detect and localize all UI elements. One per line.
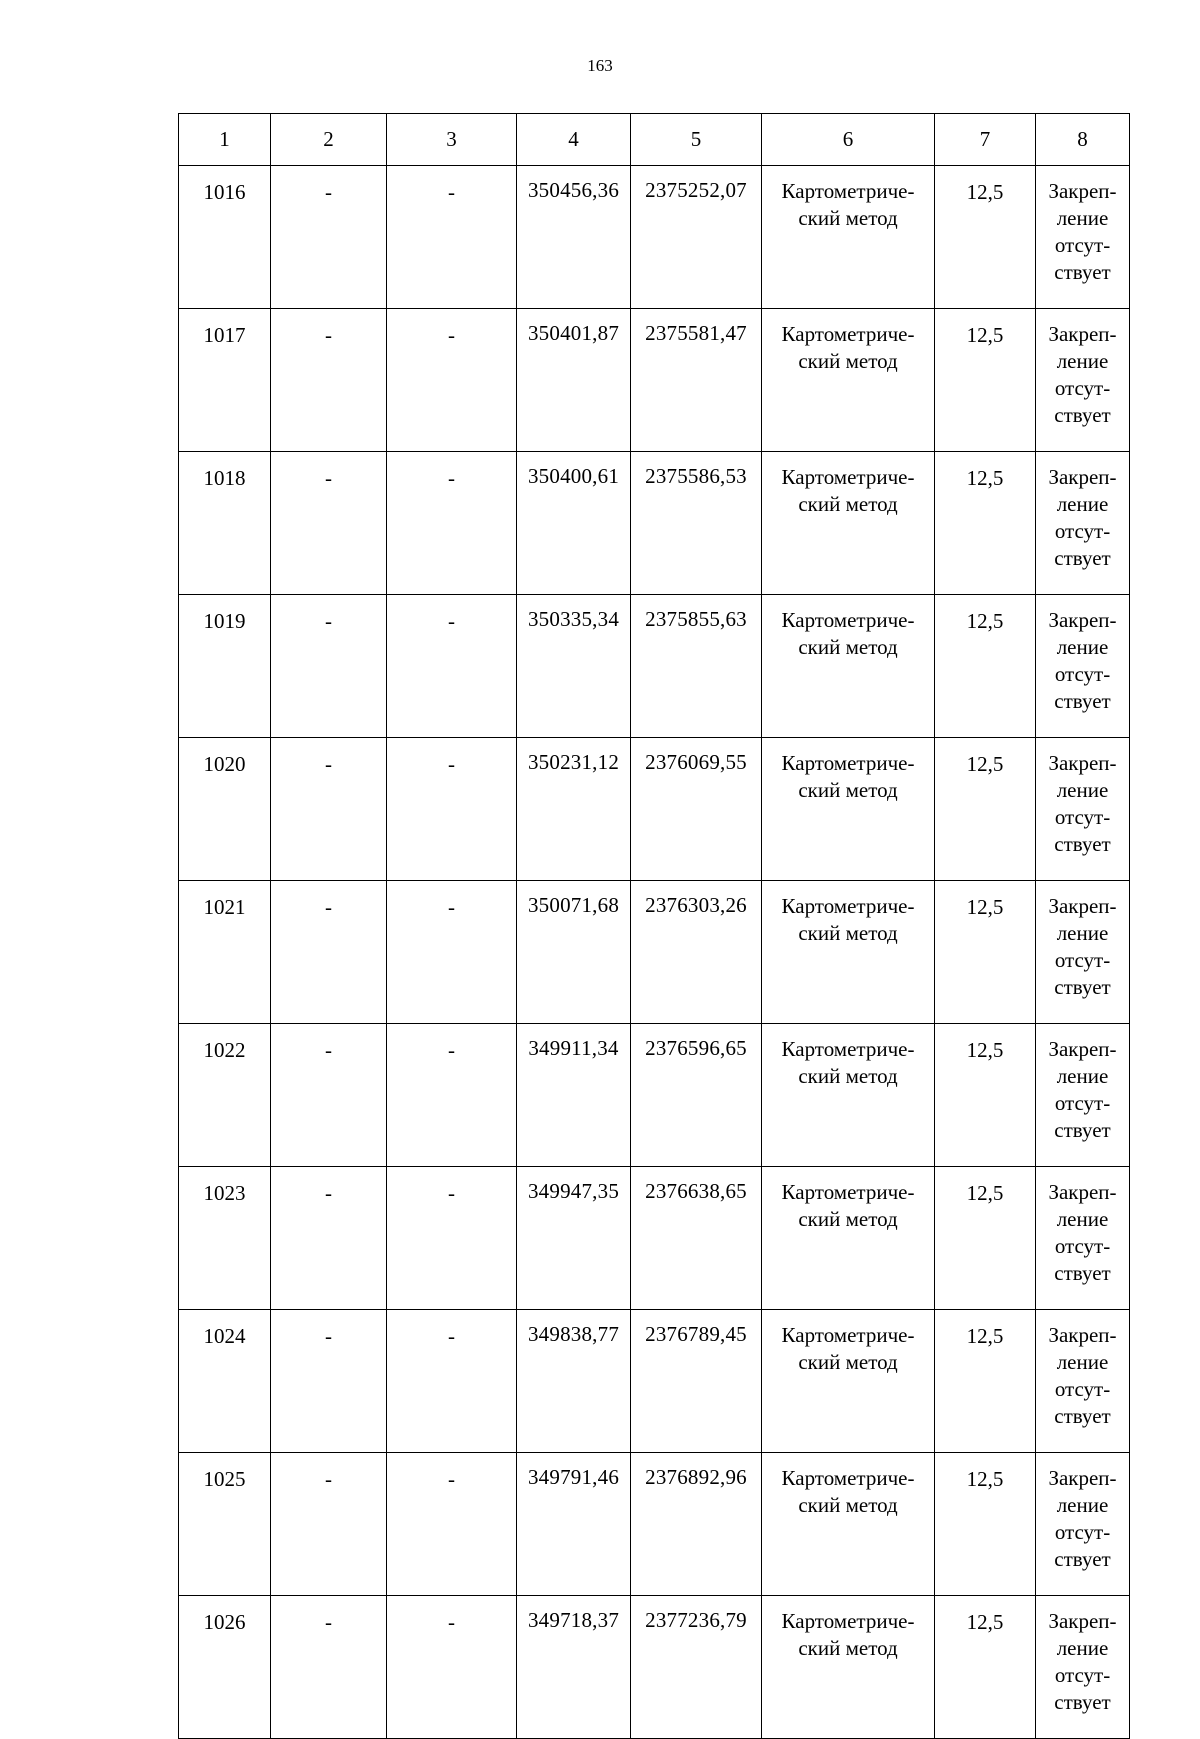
point-number-text: 1016 (203, 180, 246, 204)
column-2-text: - (325, 609, 332, 633)
column-3-cell (387, 881, 517, 1024)
fixation-text: отсут- (1054, 1234, 1111, 1258)
point-number-cell (179, 1167, 271, 1310)
column-3-text: - (448, 1610, 455, 1634)
point-number-cell (179, 1453, 271, 1596)
column-3-text: - (448, 180, 455, 204)
point-number-cell (179, 166, 271, 309)
method-text: ский метод (798, 1350, 898, 1374)
fixation-cell (1036, 1596, 1130, 1739)
method-text: Картометриче- (781, 1037, 915, 1061)
accuracy-cell (935, 1596, 1036, 1739)
x-coordinate-cell (517, 1167, 631, 1310)
column-2-text: - (325, 1324, 332, 1348)
method-cell (762, 738, 935, 881)
method-cell (762, 1310, 935, 1453)
x-coordinate-text: 349947,35 (527, 1179, 620, 1203)
fixation-cell (1036, 452, 1130, 595)
fixation-cell (1036, 166, 1130, 309)
fixation-text: Закреп- (1048, 1180, 1117, 1204)
x-coordinate-cell (517, 1024, 631, 1167)
point-number-cell (179, 595, 271, 738)
column-3-cell (387, 1596, 517, 1739)
method-text: ский метод (798, 778, 898, 802)
table-row (179, 1453, 1130, 1596)
y-coordinate-text: 2375586,53 (645, 464, 747, 488)
fixation-cell (1036, 1453, 1130, 1596)
fixation-text: ствует (1054, 1690, 1111, 1714)
column-3-cell (387, 452, 517, 595)
y-coordinate-text: 2376638,65 (645, 1179, 747, 1203)
column-3-text: - (448, 1038, 455, 1062)
y-coordinate-text: 2375581,47 (645, 321, 747, 345)
column-3-text: - (448, 752, 455, 776)
column-header-5: 5 (631, 114, 762, 166)
accuracy-text: 12,5 (966, 180, 1004, 204)
fixation-text: Закреп- (1048, 465, 1117, 489)
column-3-text: - (448, 895, 455, 919)
point-number-text: 1024 (203, 1324, 246, 1348)
table-row (179, 738, 1130, 881)
accuracy-text: 12,5 (966, 1038, 1004, 1062)
table-header-row (179, 114, 1130, 166)
accuracy-cell (935, 309, 1036, 452)
y-coordinate-text: 2376892,96 (645, 1465, 747, 1489)
y-coordinate-text: 2376596,65 (645, 1036, 747, 1060)
table-row (179, 595, 1130, 738)
accuracy-text: 12,5 (966, 752, 1004, 776)
y-coordinate-text: 2375855,63 (645, 607, 747, 631)
y-coordinate-text: 2376069,55 (645, 750, 747, 774)
column-3-text: - (448, 1467, 455, 1491)
method-text: ский метод (798, 1064, 898, 1088)
fixation-text: отсут- (1054, 1520, 1111, 1544)
column-3-cell (387, 1024, 517, 1167)
column-2-text: - (325, 466, 332, 490)
column-header-8: 8 (1036, 114, 1130, 166)
fixation-text: ствует (1054, 832, 1111, 856)
fixation-text: отсут- (1054, 662, 1111, 686)
point-number-text: 1020 (203, 752, 246, 776)
fixation-text: ление (1056, 1064, 1109, 1088)
method-cell (762, 309, 935, 452)
x-coordinate-text: 350400,61 (527, 464, 620, 488)
fixation-text: ствует (1054, 1261, 1111, 1285)
fixation-cell (1036, 881, 1130, 1024)
method-text: ский метод (798, 1207, 898, 1231)
page-number: 163 (587, 56, 613, 75)
column-2-cell (271, 309, 387, 452)
fixation-text: ствует (1054, 260, 1111, 284)
y-coordinate-cell (631, 595, 762, 738)
method-text: ский метод (798, 206, 898, 230)
x-coordinate-text: 350456,36 (527, 178, 620, 202)
method-text: ский метод (798, 349, 898, 373)
fixation-text: Закреп- (1048, 894, 1117, 918)
column-header-7: 7 (935, 114, 1036, 166)
x-coordinate-cell (517, 452, 631, 595)
accuracy-text: 12,5 (966, 1181, 1004, 1205)
column-3-cell (387, 595, 517, 738)
fixation-text: Закреп- (1048, 1323, 1117, 1347)
fixation-text: ление (1056, 921, 1109, 945)
fixation-text: ление (1056, 635, 1109, 659)
column-2-cell (271, 1167, 387, 1310)
point-number-cell (179, 1596, 271, 1739)
method-text: ский метод (798, 1493, 898, 1517)
column-3-text: - (448, 609, 455, 633)
point-number-text: 1019 (203, 609, 246, 633)
x-coordinate-text: 350071,68 (527, 893, 620, 917)
y-coordinate-cell (631, 1024, 762, 1167)
point-number-text: 1022 (203, 1038, 246, 1062)
fixation-text: отсут- (1054, 805, 1111, 829)
y-coordinate-cell (631, 1310, 762, 1453)
y-coordinate-cell (631, 1167, 762, 1310)
method-cell (762, 1024, 935, 1167)
column-3-cell (387, 1167, 517, 1310)
fixation-text: ствует (1054, 689, 1111, 713)
column-3-cell (387, 166, 517, 309)
table-row (179, 452, 1130, 595)
point-number-text: 1023 (203, 1181, 246, 1205)
y-coordinate-cell (631, 452, 762, 595)
fixation-text: ствует (1054, 1118, 1111, 1142)
fixation-text: ление (1056, 778, 1109, 802)
fixation-cell (1036, 309, 1130, 452)
method-text: Картометриче- (781, 894, 915, 918)
x-coordinate-cell (517, 166, 631, 309)
fixation-text: ление (1056, 492, 1109, 516)
column-2-text: - (325, 895, 332, 919)
column-2-cell (271, 1453, 387, 1596)
method-text: Картометриче- (781, 1180, 915, 1204)
method-text: Картометриче- (781, 1609, 915, 1633)
point-number-cell (179, 1310, 271, 1453)
fixation-text: ствует (1054, 975, 1111, 999)
accuracy-text: 12,5 (966, 1610, 1004, 1634)
fixation-text: отсут- (1054, 1091, 1111, 1115)
table-row (179, 881, 1130, 1024)
fixation-text: отсут- (1054, 519, 1111, 543)
column-3-text: - (448, 323, 455, 347)
point-number-text: 1026 (203, 1610, 246, 1634)
column-header-4: 4 (517, 114, 631, 166)
column-header-2: 2 (271, 114, 387, 166)
accuracy-text: 12,5 (966, 609, 1004, 633)
accuracy-cell (935, 452, 1036, 595)
accuracy-text: 12,5 (966, 895, 1004, 919)
y-coordinate-cell (631, 1596, 762, 1739)
y-coordinate-cell (631, 166, 762, 309)
x-coordinate-cell (517, 881, 631, 1024)
fixation-text: отсут- (1054, 1663, 1111, 1687)
column-2-cell (271, 166, 387, 309)
fixation-text: ление (1056, 206, 1109, 230)
fixation-cell (1036, 1310, 1130, 1453)
accuracy-text: 12,5 (966, 1324, 1004, 1348)
column-2-text: - (325, 180, 332, 204)
accuracy-text: 12,5 (966, 323, 1004, 347)
column-header-6: 6 (762, 114, 935, 166)
column-3-cell (387, 1453, 517, 1596)
fixation-text: ление (1056, 1350, 1109, 1374)
fixation-text: Закреп- (1048, 1609, 1117, 1633)
accuracy-cell (935, 881, 1036, 1024)
table-row (179, 166, 1130, 309)
point-number-cell (179, 309, 271, 452)
column-2-text: - (325, 1181, 332, 1205)
y-coordinate-cell (631, 881, 762, 1024)
y-coordinate-text: 2376303,26 (645, 893, 747, 917)
method-text: ский метод (798, 492, 898, 516)
point-number-text: 1025 (203, 1467, 246, 1491)
fixation-text: ствует (1054, 546, 1111, 570)
x-coordinate-cell (517, 1310, 631, 1453)
fixation-text: Закреп- (1048, 1037, 1117, 1061)
accuracy-cell (935, 1453, 1036, 1596)
table-row (179, 1167, 1130, 1310)
x-coordinate-cell (517, 1453, 631, 1596)
table-row (179, 1024, 1130, 1167)
method-text: Картометриче- (781, 608, 915, 632)
x-coordinate-text: 350401,87 (527, 321, 620, 345)
column-2-text: - (325, 1610, 332, 1634)
column-2-cell (271, 1310, 387, 1453)
point-number-cell (179, 881, 271, 1024)
method-cell (762, 166, 935, 309)
method-text: ский метод (798, 1636, 898, 1660)
x-coordinate-text: 349838,77 (527, 1322, 620, 1346)
table-row (179, 1310, 1130, 1453)
method-cell (762, 1596, 935, 1739)
fixation-text: Закреп- (1048, 179, 1117, 203)
x-coordinate-cell (517, 738, 631, 881)
y-coordinate-text: 2376789,45 (645, 1322, 747, 1346)
y-coordinate-cell (631, 1453, 762, 1596)
method-cell (762, 1167, 935, 1310)
column-3-text: - (448, 1181, 455, 1205)
x-coordinate-text: 349718,37 (527, 1608, 620, 1632)
coordinates-table (178, 113, 1130, 1739)
point-number-text: 1018 (203, 466, 246, 490)
column-2-text: - (325, 1467, 332, 1491)
column-3-text: - (448, 466, 455, 490)
column-header-1: 1 (179, 114, 271, 166)
accuracy-text: 12,5 (966, 466, 1004, 490)
table-row (179, 309, 1130, 452)
y-coordinate-cell (631, 309, 762, 452)
method-cell (762, 1453, 935, 1596)
fixation-text: ление (1056, 1493, 1109, 1517)
accuracy-cell (935, 1167, 1036, 1310)
fixation-text: отсут- (1054, 1377, 1111, 1401)
fixation-cell (1036, 1024, 1130, 1167)
fixation-cell (1036, 738, 1130, 881)
method-text: Картометриче- (781, 179, 915, 203)
accuracy-cell (935, 166, 1036, 309)
fixation-text: Закреп- (1048, 751, 1117, 775)
y-coordinate-cell (631, 738, 762, 881)
method-text: ский метод (798, 921, 898, 945)
method-text: Картометриче- (781, 1323, 915, 1347)
x-coordinate-cell (517, 309, 631, 452)
column-2-text: - (325, 323, 332, 347)
method-text: Картометриче- (781, 465, 915, 489)
accuracy-cell (935, 1024, 1036, 1167)
x-coordinate-text: 350231,12 (527, 750, 620, 774)
method-text: ский метод (798, 635, 898, 659)
method-cell (762, 595, 935, 738)
column-3-cell (387, 1310, 517, 1453)
point-number-cell (179, 1024, 271, 1167)
column-2-cell (271, 1024, 387, 1167)
y-coordinate-text: 2377236,79 (645, 1608, 747, 1632)
column-2-text: - (325, 1038, 332, 1062)
column-2-cell (271, 1596, 387, 1739)
column-3-text: - (448, 1324, 455, 1348)
y-coordinate-text: 2375252,07 (645, 178, 747, 202)
point-number-text: 1021 (203, 895, 246, 919)
fixation-text: Закреп- (1048, 322, 1117, 346)
accuracy-cell (935, 595, 1036, 738)
point-number-cell (179, 452, 271, 595)
method-text: Картометриче- (781, 1466, 915, 1490)
fixation-text: отсут- (1054, 376, 1111, 400)
method-text: Картометриче- (781, 751, 915, 775)
table-row (179, 1596, 1130, 1739)
column-3-cell (387, 309, 517, 452)
fixation-text: Закреп- (1048, 608, 1117, 632)
x-coordinate-cell (517, 1596, 631, 1739)
x-coordinate-cell (517, 595, 631, 738)
fixation-text: ствует (1054, 1547, 1111, 1571)
method-cell (762, 881, 935, 1024)
method-text: Картометриче- (781, 322, 915, 346)
fixation-text: отсут- (1054, 948, 1111, 972)
fixation-text: ление (1056, 1207, 1109, 1231)
x-coordinate-text: 349911,34 (528, 1036, 619, 1060)
fixation-text: ствует (1054, 403, 1111, 427)
fixation-cell (1036, 1167, 1130, 1310)
column-3-cell (387, 738, 517, 881)
column-2-text: - (325, 752, 332, 776)
x-coordinate-text: 349791,46 (527, 1465, 620, 1489)
fixation-text: ствует (1054, 1404, 1111, 1428)
method-cell (762, 452, 935, 595)
column-2-cell (271, 738, 387, 881)
fixation-cell (1036, 595, 1130, 738)
point-number-text: 1017 (203, 323, 246, 347)
accuracy-text: 12,5 (966, 1467, 1004, 1491)
accuracy-cell (935, 738, 1036, 881)
fixation-text: ление (1056, 349, 1109, 373)
point-number-cell (179, 738, 271, 881)
fixation-text: Закреп- (1048, 1466, 1117, 1490)
column-header-3: 3 (387, 114, 517, 166)
fixation-text: отсут- (1054, 233, 1111, 257)
column-2-cell (271, 595, 387, 738)
column-2-cell (271, 452, 387, 595)
accuracy-cell (935, 1310, 1036, 1453)
fixation-text: ление (1056, 1636, 1109, 1660)
x-coordinate-text: 350335,34 (527, 607, 620, 631)
column-2-cell (271, 881, 387, 1024)
